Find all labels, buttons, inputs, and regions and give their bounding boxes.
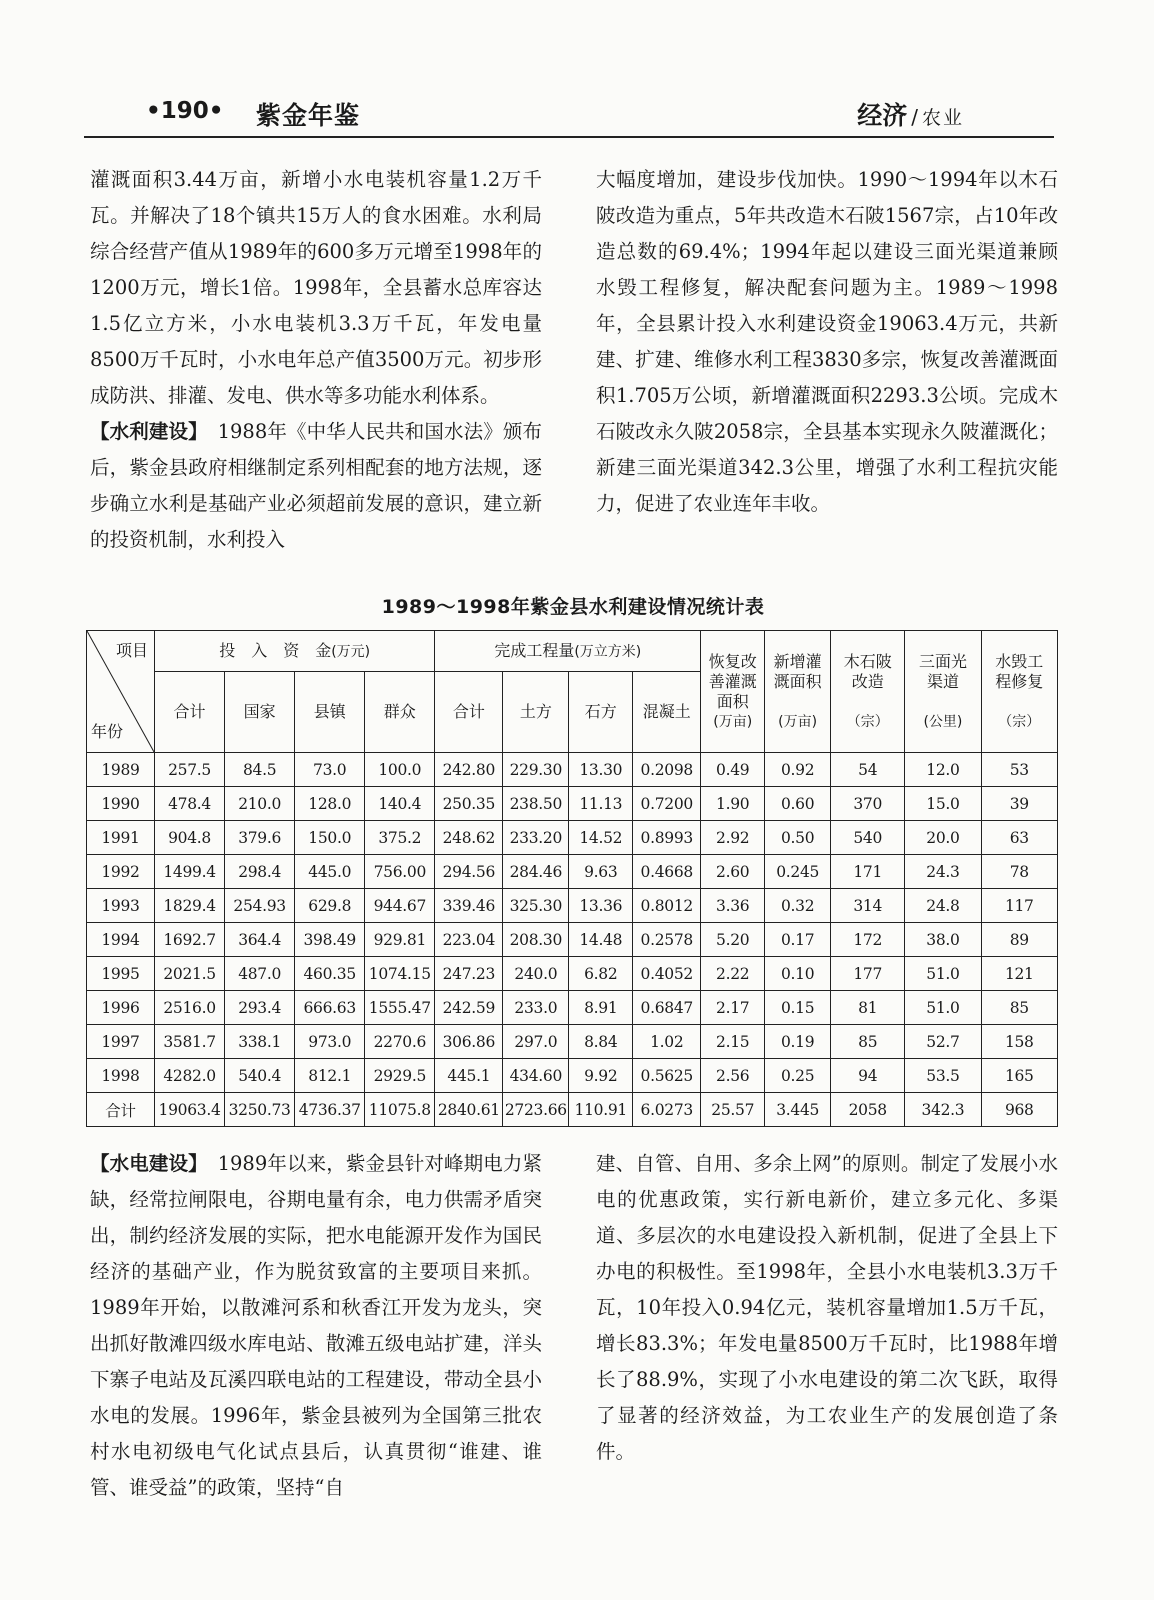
table-title: 1989～1998年紫金县水利建设情况统计表 <box>381 596 765 618</box>
table-cell: 38.0 <box>905 923 981 957</box>
header-new-irrigation: 新增灌 溉面积 (万亩) <box>765 631 831 753</box>
table-cell: 0.7200 <box>633 787 701 821</box>
section-tag-hydropower: 【水电建设】 <box>90 1152 198 1175</box>
table-cell: 85 <box>831 1025 905 1059</box>
table-cell: 51.0 <box>905 991 981 1025</box>
table-cell: 165 <box>981 1059 1057 1093</box>
table-cell: 2.22 <box>701 957 765 991</box>
table-cell: 117 <box>981 889 1057 923</box>
statistics-table <box>86 630 1058 1127</box>
table-cell: 229.30 <box>503 753 569 787</box>
table-cell: 364.4 <box>225 923 295 957</box>
subheader-cell: 合计 <box>435 672 503 753</box>
table-cell: 0.245 <box>765 855 831 889</box>
subheader-cell: 混凝土 <box>633 672 701 753</box>
table-cell: 1.90 <box>701 787 765 821</box>
table-cell: 0.60 <box>765 787 831 821</box>
table-row <box>87 923 1058 957</box>
table-cell: 208.30 <box>503 923 569 957</box>
table-cell: 973.0 <box>295 1025 365 1059</box>
table-row <box>87 957 1058 991</box>
row-year-cell: 1989 <box>87 753 155 787</box>
paragraph-continued: 大幅度增加，建设步伐加快。1990～1994年以木石陂改造为重点，5年共改造木石陂1567宗，占10年改造总数的69.4%；1994年起以建设三面光渠道兼顾水毁工程修复，解决配套问题为主。1989～1998年，全县累计投入水利建设资金19063.4万元，共新建、扩建、维修水利工程3830多宗，恢复改善灌溉面积1.705万公顷，新增灌溉面积2293.3公顷。完成木石陂改永久陂2058宗，全县基本实现永久陂灌溉化；新建三面光渠道342.3公里，增强了水利工程抗灾能力，促进了农业连年丰收。 <box>596 168 1058 515</box>
table-cell: 0.5625 <box>633 1059 701 1093</box>
table-cell: 2.15 <box>701 1025 765 1059</box>
table-cell: 9.92 <box>569 1059 633 1093</box>
table-cell: 81 <box>831 991 905 1025</box>
table-cell: 0.17 <box>765 923 831 957</box>
table-cell: 9.63 <box>569 855 633 889</box>
table-cell: 248.62 <box>435 821 503 855</box>
table-cell: 3.36 <box>701 889 765 923</box>
table-cell: 0.6847 <box>633 991 701 1025</box>
table-cell: 121 <box>981 957 1057 991</box>
table-row <box>87 1059 1058 1093</box>
table-cell: 3.445 <box>765 1093 831 1127</box>
text-column-4 <box>596 1146 1058 1470</box>
table-cell: 1555.47 <box>365 991 435 1025</box>
table-cell: 0.25 <box>765 1059 831 1093</box>
table-cell: 100.0 <box>365 753 435 787</box>
table-cell: 2929.5 <box>365 1059 435 1093</box>
row-year-cell: 合计 <box>87 1093 155 1127</box>
table-cell: 0.2098 <box>633 753 701 787</box>
table-cell: 6.0273 <box>633 1093 701 1127</box>
table-cell: 78 <box>981 855 1057 889</box>
table-cell: 306.86 <box>435 1025 503 1059</box>
row-year-cell: 1993 <box>87 889 155 923</box>
table-cell: 2.17 <box>701 991 765 1025</box>
table-cell: 233.20 <box>503 821 569 855</box>
table-cell: 944.67 <box>365 889 435 923</box>
table-cell: 968 <box>981 1093 1057 1127</box>
table-cell: 54 <box>831 753 905 787</box>
row-year-cell: 1998 <box>87 1059 155 1093</box>
table-cell: 257.5 <box>155 753 225 787</box>
subheader-cell: 石方 <box>569 672 633 753</box>
book-title: 紫金年鉴 <box>256 101 361 130</box>
table-cell: 298.4 <box>225 855 295 889</box>
table-cell: 666.63 <box>295 991 365 1025</box>
paragraph-hydropower-continued: 建、自管、自用、多余上网”的原则。制定了发展小水电的优惠政策，实行新电新价，建立多元化、多渠道、多层次的水电建设投入新机制，促进了全县上下办电的积极性。至1998年，全县小水电装机3.3万千瓦，10年投入0.94亿元，装机容量增加1.5万千瓦，增长83.3%；年发电量8500万千瓦时，比1988年增长了88.9%，实现了小水电建设的第二次飞跃，取得了显著的经济效益，为工农业生产的发展创造了条件。 <box>596 1152 1058 1463</box>
table-cell: 8.84 <box>569 1025 633 1059</box>
subheader-cell: 县镇 <box>295 672 365 753</box>
table-row <box>87 787 1058 821</box>
table-cell: 0.4668 <box>633 855 701 889</box>
table-cell: 294.56 <box>435 855 503 889</box>
paragraph-text: 1989年以来，紫金县针对峰期电力紧缺，经常拉闸限电，谷期电量有余，电力供需矛盾突出，制约经济发展的实际，把水电能源开发作为国民经济的基础产业，作为脱贫致富的主要项目来抓。1989年开始，以散滩河系和秋香江开发为龙头，突出抓好散滩四级水库电站、散滩五级电站扩建，洋头下寨子电站及瓦溪四联电站的工程建设，带动全县小水电的发展。1996年，紫金县被列为全国第三批农村水电初级电气化试点县后，认真贯彻“谁建、谁管、谁受益”的政策，坚持“自 <box>90 1152 542 1499</box>
table-cell: 14.52 <box>569 821 633 855</box>
table-cell: 11.13 <box>569 787 633 821</box>
table-cell: 84.5 <box>225 753 295 787</box>
subheader-cell: 合计 <box>155 672 225 753</box>
table-cell: 325.30 <box>503 889 569 923</box>
table-cell: 6.82 <box>569 957 633 991</box>
table-cell: 4736.37 <box>295 1093 365 1127</box>
header-weir-renovation: 木石陂 改造 （宗） <box>831 631 905 753</box>
table-cell: 238.50 <box>503 787 569 821</box>
row-year-cell: 1994 <box>87 923 155 957</box>
table-cell: 338.1 <box>225 1025 295 1059</box>
table-cell: 0.32 <box>765 889 831 923</box>
table-cell: 540.4 <box>225 1059 295 1093</box>
table-cell: 1.02 <box>633 1025 701 1059</box>
table-cell: 13.36 <box>569 889 633 923</box>
table-body <box>87 753 1058 1127</box>
table-cell: 1692.7 <box>155 923 225 957</box>
table-cell: 13.30 <box>569 753 633 787</box>
table-cell: 172 <box>831 923 905 957</box>
table-cell: 445.0 <box>295 855 365 889</box>
row-year-cell: 1995 <box>87 957 155 991</box>
table-cell: 2058 <box>831 1093 905 1127</box>
table-cell: 540 <box>831 821 905 855</box>
table-row <box>87 821 1058 855</box>
table-cell: 4282.0 <box>155 1059 225 1093</box>
table-cell: 24.3 <box>905 855 981 889</box>
table-cell: 297.0 <box>503 1025 569 1059</box>
table-cell: 398.49 <box>295 923 365 957</box>
table-cell: 487.0 <box>225 957 295 991</box>
section-tag-water-construction: 【水利建设】 <box>90 420 198 443</box>
table-cell: 2723.66 <box>503 1093 569 1127</box>
paragraph-irrigation: 灌溉面积3.44万亩，新增小水电装机容量1.2万千瓦。并解决了18个镇共15万人的食水困难。水利局综合经营产值从1989年的600多万元增至1998年的1200万元，增长1倍。1998年，全县蓄水总库容达1.5亿立方米，小水电装机3.3万千瓦，年发电量8500万千瓦时，小水电年总产值3500万元。初步形成防洪、排灌、发电、供水等多功能水利体系。 <box>90 168 542 407</box>
section-separator: / <box>911 105 918 129</box>
text-column-2 <box>596 162 1058 522</box>
table-cell: 478.4 <box>155 787 225 821</box>
table-cell: 375.2 <box>365 821 435 855</box>
table-row <box>87 855 1058 889</box>
table-row <box>87 1025 1058 1059</box>
table-cell: 242.59 <box>435 991 503 1025</box>
table-cell: 19063.4 <box>155 1093 225 1127</box>
page-header <box>84 96 1054 138</box>
table-cell: 370 <box>831 787 905 821</box>
group-header-investment: 投 入 资 金(万元) <box>155 631 435 672</box>
table-cell: 314 <box>831 889 905 923</box>
table-cell: 293.4 <box>225 991 295 1025</box>
table-cell: 3250.73 <box>225 1093 295 1127</box>
table-cell: 52.7 <box>905 1025 981 1059</box>
table-cell: 0.4052 <box>633 957 701 991</box>
table-cell: 89 <box>981 923 1057 957</box>
subheader-cell: 土方 <box>503 672 569 753</box>
table-cell: 158 <box>981 1025 1057 1059</box>
corner-label-year: 年份 <box>91 722 124 741</box>
row-year-cell: 1996 <box>87 991 155 1025</box>
table-cell: 379.6 <box>225 821 295 855</box>
table-cell: 51.0 <box>905 957 981 991</box>
table-cell: 929.81 <box>365 923 435 957</box>
table-cell: 24.8 <box>905 889 981 923</box>
header-restored-irrigation: 恢复改 善灌溉 面积 (万亩) <box>701 631 765 753</box>
table-cell: 0.19 <box>765 1025 831 1059</box>
table-cell: 39 <box>981 787 1057 821</box>
table-cell: 0.50 <box>765 821 831 855</box>
section-sub: 农业 <box>921 107 964 129</box>
table-cell: 3581.7 <box>155 1025 225 1059</box>
text-column-1 <box>90 162 542 558</box>
table-cell: 25.57 <box>701 1093 765 1127</box>
paragraph-text: 1988年《中华人民共和国水法》颁布后，紫金县政府相继制定系列相配套的地方法规，逐步确立水利是基础产业必须超前发展的意识，建立新的投资机制，水利投入 <box>90 420 542 551</box>
row-year-cell: 1990 <box>87 787 155 821</box>
table-cell: 1074.15 <box>365 957 435 991</box>
row-year-cell: 1991 <box>87 821 155 855</box>
table-cell: 8.91 <box>569 991 633 1025</box>
table-cell: 110.91 <box>569 1093 633 1127</box>
table-cell: 247.23 <box>435 957 503 991</box>
row-year-cell: 1997 <box>87 1025 155 1059</box>
table-cell: 0.2578 <box>633 923 701 957</box>
table-cell: 0.10 <box>765 957 831 991</box>
paragraph-hydropower <box>90 1146 542 1506</box>
table-cell: 11075.8 <box>365 1093 435 1127</box>
table-cell: 904.8 <box>155 821 225 855</box>
table-cell: 2516.0 <box>155 991 225 1025</box>
table-cell: 2021.5 <box>155 957 225 991</box>
table-row <box>87 753 1058 787</box>
table-cell: 2.60 <box>701 855 765 889</box>
paragraph-water-construction <box>90 414 542 558</box>
table-cell: 339.46 <box>435 889 503 923</box>
table-cell: 128.0 <box>295 787 365 821</box>
group-header-works: 完成工程量(万立方米) <box>435 631 701 672</box>
table-cell: 5.20 <box>701 923 765 957</box>
section-main: 经济 <box>857 101 908 130</box>
table-cell: 242.80 <box>435 753 503 787</box>
page-number: •190• <box>146 98 224 124</box>
table-cell: 73.0 <box>295 753 365 787</box>
row-year-cell: 1992 <box>87 855 155 889</box>
table-cell: 0.49 <box>701 753 765 787</box>
table-row <box>87 991 1058 1025</box>
section-label <box>857 96 964 132</box>
table-cell: 0.8993 <box>633 821 701 855</box>
table-cell: 250.35 <box>435 787 503 821</box>
table-cell: 150.0 <box>295 821 365 855</box>
table-cell: 210.0 <box>225 787 295 821</box>
table-cell: 2270.6 <box>365 1025 435 1059</box>
table-cell: 2.92 <box>701 821 765 855</box>
table-cell: 94 <box>831 1059 905 1093</box>
table-cell: 85 <box>981 991 1057 1025</box>
table-cell: 0.15 <box>765 991 831 1025</box>
table-cell: 171 <box>831 855 905 889</box>
subheader-cell: 群众 <box>365 672 435 753</box>
table-cell: 223.04 <box>435 923 503 957</box>
table-cell: 63 <box>981 821 1057 855</box>
table-cell: 140.4 <box>365 787 435 821</box>
table-cell: 1829.4 <box>155 889 225 923</box>
table-row <box>87 1093 1058 1127</box>
corner-header <box>87 631 155 753</box>
table-cell: 177 <box>831 957 905 991</box>
table-cell: 240.0 <box>503 957 569 991</box>
table-cell: 14.48 <box>569 923 633 957</box>
table-cell: 2840.61 <box>435 1093 503 1127</box>
text-column-3 <box>90 1146 542 1506</box>
corner-label-item: 项目 <box>116 641 149 660</box>
table-cell: 0.8012 <box>633 889 701 923</box>
table-cell: 342.3 <box>905 1093 981 1127</box>
table-cell: 445.1 <box>435 1059 503 1093</box>
table-cell: 53 <box>981 753 1057 787</box>
subheader-cell: 国家 <box>225 672 295 753</box>
table-cell: 629.8 <box>295 889 365 923</box>
table-cell: 434.60 <box>503 1059 569 1093</box>
table-cell: 233.0 <box>503 991 569 1025</box>
table-cell: 254.93 <box>225 889 295 923</box>
table-cell: 812.1 <box>295 1059 365 1093</box>
table-row <box>87 889 1058 923</box>
table-cell: 284.46 <box>503 855 569 889</box>
table-cell: 2.56 <box>701 1059 765 1093</box>
header-flood-repair: 水毁工 程修复 （宗） <box>981 631 1057 753</box>
table-cell: 460.35 <box>295 957 365 991</box>
table-cell: 0.92 <box>765 753 831 787</box>
table-cell: 756.00 <box>365 855 435 889</box>
table-cell: 53.5 <box>905 1059 981 1093</box>
table-cell: 20.0 <box>905 821 981 855</box>
table-cell: 1499.4 <box>155 855 225 889</box>
table-cell: 15.0 <box>905 787 981 821</box>
table-cell: 12.0 <box>905 753 981 787</box>
header-canals: 三面光 渠道 (公里) <box>905 631 981 753</box>
